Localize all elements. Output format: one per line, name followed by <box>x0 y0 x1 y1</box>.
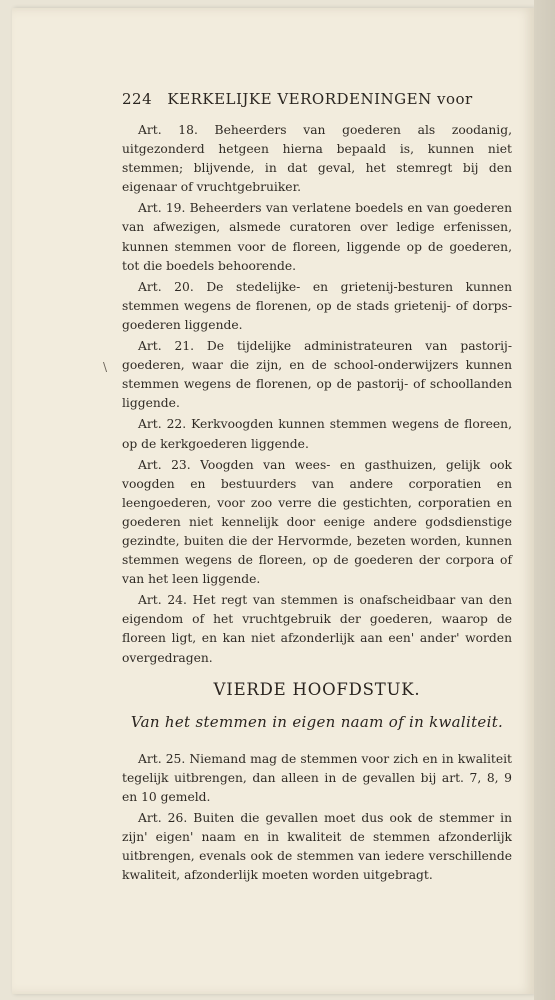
article-21: Art. 21. De tijdelijke administrateuren van pastorij-goederen, waar die zijn, en de school-onderwijzers kunnen stemmen wegens de florenen, op de pastorij- of schoollanden liggende. <box>122 339 512 411</box>
running-header <box>122 90 502 108</box>
article-20: Art. 20. De stedelijke- en grietenij-besturen kunnen stemmen wegens de florenen, op de stads grietenij- of dorps-goederen liggende. <box>122 279 512 332</box>
article-18: Art. 18. Beheerders van goederen als zoodanig, uitgezonderd hetgeen hierna bepaald is, kunnen niet stemmen; blijvende, in dat geval, het stemregt bij den eigenaar of vruchtgebruiker. <box>122 123 512 195</box>
article-23: Art. 23. Voogden van wees- en gasthuizen, gelijk ook voogden en bestuurders van andere corporatien en leengoederen, voor zoo verre die gestichten, corporatien en goederen niet kennelijk door eenige andere godsdienstige gezindte, buiten die der Hervormde, bezeten worden, kunnen stemmen wegens de floreen, op de goederen der corpora of van het leen liggende. <box>122 457 512 587</box>
page-edge <box>534 0 555 1000</box>
article-26: Art. 26. Buiten die gevallen moet dus ook de stemmer in zijn' eigen' naam en in kwaliteit de stemmen afzonderlijk uitbrengen, evenals ook de stemmen van iedere verschillende kwaliteit, afzonderlijk moeten worden uitgebragt. <box>122 811 512 883</box>
page-number: 224 <box>122 90 153 108</box>
article-19: Art. 19. Beheerders van verlatene boedels en van goederen van afwezigen, alsmede curatoren over ledige erfenissen, kunnen stemmen voor de floreen, liggende op de goederen, tot die boedels behoorende. <box>122 201 512 273</box>
chapter-title: VIERDE HOOFDSTUK. <box>213 679 421 699</box>
body-text <box>122 121 512 887</box>
chapter-subtitle: Van het stemmen in eigen naam of in kwaliteit. <box>130 712 504 731</box>
running-title: KERKELIJKE VERORDENINGEN voor <box>167 90 473 108</box>
article-25: Art. 25. Niemand mag de stemmen voor zich en in kwaliteit tegelijk uitbrengen, dan alleen in de gevallen bij art. 7, 8, 9 en 10 gemeld. <box>122 751 512 804</box>
article-24: Art. 24. Het regt van stemmen is onafscheidbaar van den eigendom of het vruchtgebruik der goederen, waarop de floreen ligt, en kan niet afzonderlijk aan een' ander' worden overgedragen. <box>122 593 512 665</box>
margin-mark: \ <box>103 360 108 374</box>
article-22: Art. 22. Kerkvoogden kunnen stemmen wegens de floreen, op de kerkgoederen liggende. <box>122 417 512 451</box>
